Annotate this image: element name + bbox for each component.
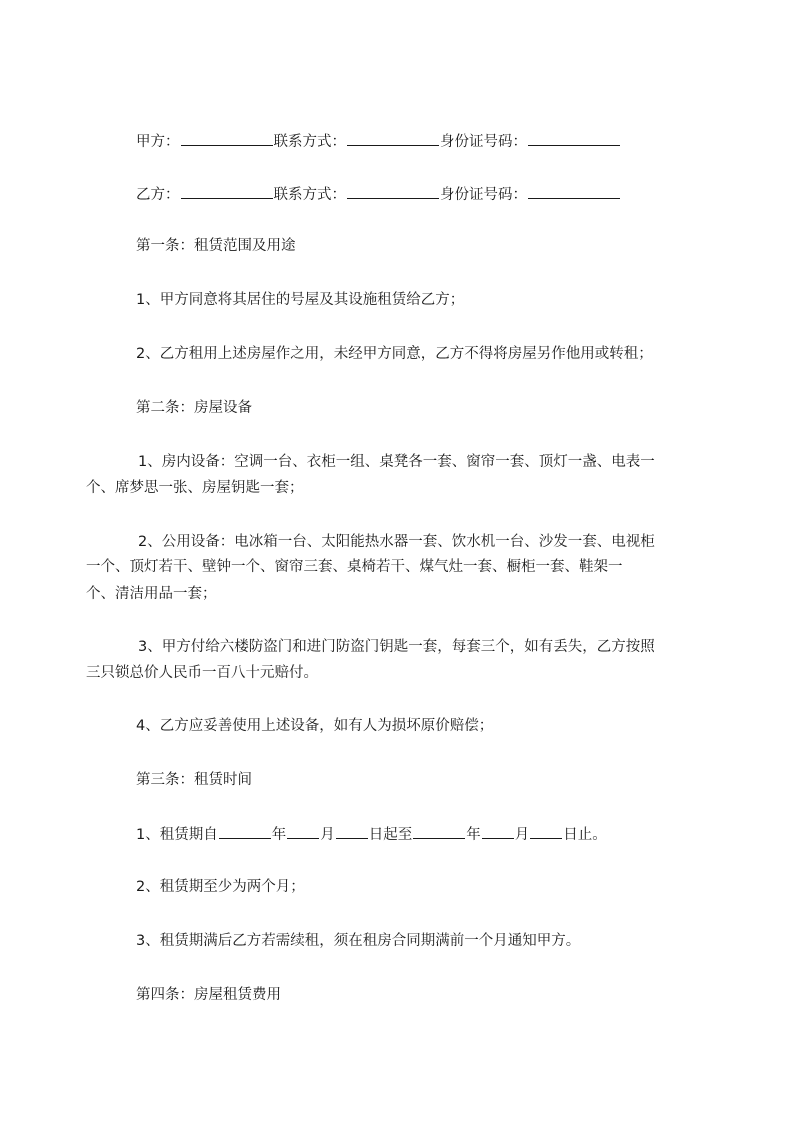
article3-item1 [0,824,793,845]
end-year-blank [413,824,465,839]
article3-heading: 第三条：租赁时间 [136,772,252,788]
article2-item2-line3: 个、清洁用品一套； [86,586,217,602]
article2-item1-line1: 1、房内设备：空调一台、衣柜一组、桌凳各一套、窗帘一套、顶灯一盏、电表一 [138,454,655,470]
end-day-blank [530,824,562,839]
article1-item1: 1、甲方同意将其居住的号屋及其设施租赁给乙方； [136,292,465,308]
article1-heading: 第一条：租赁范围及用途 [136,238,296,254]
start-day-blank [336,824,368,839]
end-year-unit: 年 [466,827,481,843]
article3-item1-prefix: 1、租赁期自 [136,827,218,843]
party-b-line [0,184,793,205]
party-b-id-label: 身份证号码： [440,187,527,203]
party-b-name-blank [181,184,273,199]
article2-item2-line1: 2、公用设备：电冰箱一台、太阳能热水器一套、饮水机一台、沙发一套、电视柜 [138,534,655,550]
party-a-line [0,131,793,152]
party-b-contact-blank [347,184,439,199]
article3-item2: 2、租赁期至少为两个月； [136,879,305,895]
start-year-unit: 年 [271,827,287,843]
article3-item3: 3、租赁期满后乙方若需续租，须在租房合同期满前一个月通知甲方。 [136,933,581,949]
article2-heading: 第二条：房屋设备 [136,400,252,416]
start-month-unit: 月 [320,827,335,843]
article2-item3-line2: 三只锁总价人民币一百八十元赔付。 [86,665,318,681]
article2-item2-line2: 一个、顶灯若干、壁钟一个、窗帘三套、桌椅若干、煤气灶一套、橱柜一套、鞋架一 [86,559,623,575]
party-b-contact-label: 联系方式： [273,187,346,203]
party-a-label: 甲方： [136,134,180,150]
party-a-contact-blank [347,131,439,146]
party-a-contact-label: 联系方式： [273,134,346,150]
article1-item2: 2、乙方租用上述房屋作之用，未经甲方同意，乙方不得将房屋另作他用或转租； [136,346,653,362]
end-day-unit: 日止。 [563,827,607,843]
article2-item1-line2: 个、席梦思一张、房屋钥匙一套； [86,480,304,496]
article2-item3-line1: 3、甲方付给六楼防盗门和进门防盗门钥匙一套，每套三个，如有丢失，乙方按照 [138,639,655,655]
end-month-unit: 月 [514,827,530,843]
end-month-blank [482,824,514,839]
start-month-blank [287,824,319,839]
start-year-blank [219,824,271,839]
start-day-unit: 日起至 [368,827,413,843]
party-a-name-blank [181,131,273,146]
party-b-id-blank [528,184,620,199]
party-b-label: 乙方： [136,187,180,203]
party-a-id-label: 身份证号码： [440,134,527,150]
article4-heading: 第四条：房屋租赁费用 [136,987,281,1003]
party-a-id-blank [528,131,620,146]
article2-item4: 4、乙方应妥善使用上述设备，如有人为损坏原价赔偿； [136,718,494,734]
